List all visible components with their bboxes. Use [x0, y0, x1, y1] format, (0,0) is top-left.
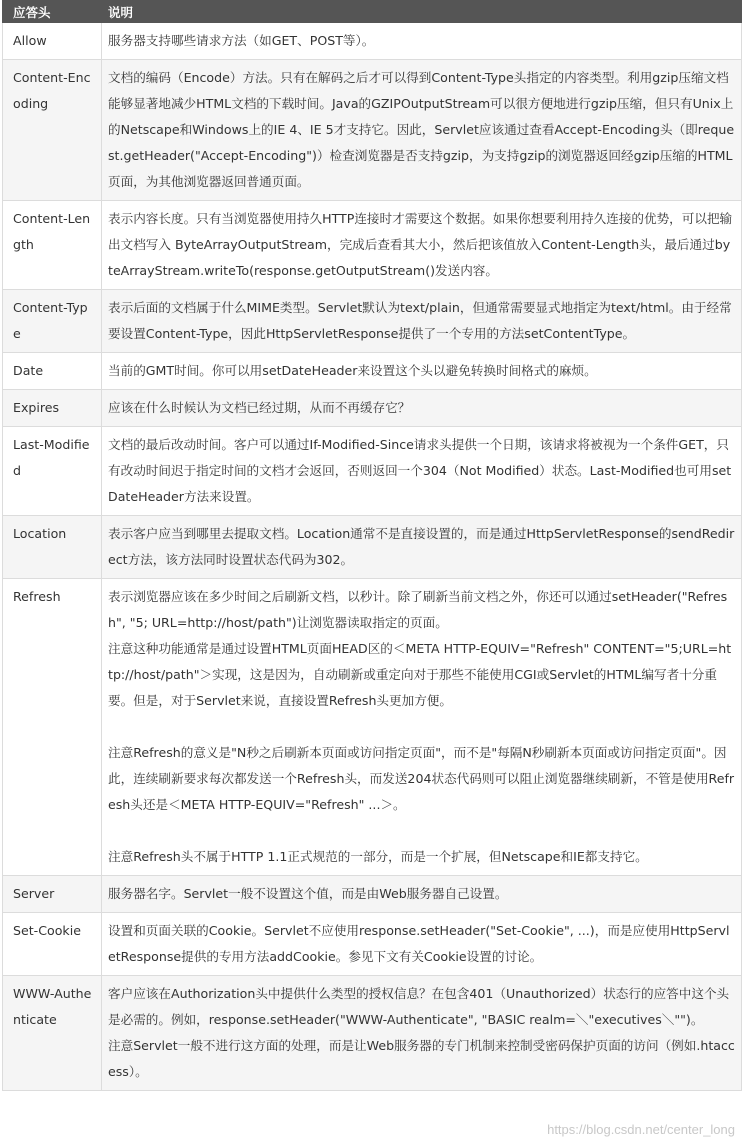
description-cell [102, 427, 742, 516]
description-paragraph: 注意Servlet一般不进行这方面的处理，而是让Web服务器的专门机制来控制受密码保护页面的访问（例如.htaccess）。 [108, 1038, 735, 1079]
description-paragraph: 表示内容长度。只有当浏览器使用持久HTTP连接时才需要这个数据。如果你想要利用持久连接的优势，可以把输出文档写入 ByteArrayOutputStream，完成后查看其大小，然后把该值放入Content-Length头，最后通过byteArrayStream.writeTo(response.getOutputStream()发送内容。 [108, 211, 733, 278]
table-row [3, 201, 742, 290]
table-row [3, 516, 742, 579]
description-paragraph: 服务器支持哪些请求方法（如GET、POST等）。 [108, 33, 375, 48]
description-cell [102, 290, 742, 353]
table-row [3, 60, 742, 201]
watermark: https://blog.csdn.net/center_long [547, 1122, 735, 1137]
header-name-cell: Content-Length [3, 201, 102, 290]
description-cell [102, 353, 742, 390]
description-paragraph: 当前的GMT时间。你可以用setDateHeader来设置这个头以避免转换时间格式的麻烦。 [108, 363, 597, 378]
table-row [3, 579, 742, 876]
header-name-cell: Last-Modified [3, 427, 102, 516]
header-name-cell: Date [3, 353, 102, 390]
header-name-cell: Content-Type [3, 290, 102, 353]
description-paragraph: 应该在什么时候认为文档已经过期，从而不再缓存它？ [108, 400, 411, 415]
header-name-cell: Expires [3, 390, 102, 427]
description-paragraph: 文档的编码（Encode）方法。只有在解码之后才可以得到Content-Type头指定的内容类型。利用gzip压缩文档能够显著地减少HTML文档的下载时间。Java的GZIPOutputStream可以很方便地进行gzip压缩，但只有Unix上的Netscape和Windows上的IE 4、IE 5才支持它。因此，Servlet应该通过查看Accept-Encoding头（即request.getHeader("Accept-Encoding")）检查浏览器是否支持gzip，为支持gzip的浏览器返回经gzip压缩的HTML页面，为其他浏览器返回普通页面。 [108, 70, 735, 189]
header-name-cell: Server [3, 876, 102, 913]
table-row [3, 976, 742, 1091]
header-name-cell: Allow [3, 23, 102, 60]
header-desc: 说明 [102, 1, 742, 23]
table-row [3, 390, 742, 427]
description-paragraph: 服务器名字。Servlet一般不设置这个值，而是由Web服务器自己设置。 [108, 886, 508, 901]
header-name-cell: Set-Cookie [3, 913, 102, 976]
table-header-row [3, 1, 742, 23]
description-paragraph: 客户应该在Authorization头中提供什么类型的授权信息？在包含401（Unauthorized）状态行的应答中这个头是必需的。例如，response.setHeader("WWW-Authenticate", "BASIC realm=＼"executives＼"")。 [108, 986, 730, 1027]
table-row [3, 913, 742, 976]
description-cell [102, 516, 742, 579]
description-cell [102, 201, 742, 290]
description-paragraph: 表示客户应当到哪里去提取文档。Location通常不是直接设置的，而是通过HttpServletResponse的sendRedirect方法，该方法同时设置状态代码为302。 [108, 526, 735, 567]
description-cell [102, 390, 742, 427]
description-cell [102, 976, 742, 1091]
description-paragraph [108, 818, 735, 844]
header-name-cell: Location [3, 516, 102, 579]
description-cell [102, 876, 742, 913]
description-paragraph: 表示浏览器应该在多少时间之后刷新文档，以秒计。除了刷新当前文档之外，你还可以通过setHeader("Refresh", "5; URL=http://host/path")让浏览器读取指定的页面。 [108, 589, 728, 630]
table-row [3, 353, 742, 390]
header-name-cell: Refresh [3, 579, 102, 876]
description-paragraph: 注意Refresh的意义是"N秒之后刷新本页面或访问指定页面"，而不是"每隔N秒刷新本页面或访问指定页面"。因此，连续刷新要求每次都发送一个Refresh头，而发送204状态代码则可以阻止浏览器继续刷新，不管是使用Refresh头还是＜META HTTP-EQUIV="Refresh" ...＞。 [108, 745, 735, 812]
header-name-cell: WWW-Authenticate [3, 976, 102, 1091]
description-cell [102, 23, 742, 60]
header-name-cell: Content-Encoding [3, 60, 102, 201]
response-headers-table [2, 0, 742, 1091]
description-paragraph: 注意这种功能通常是通过设置HTML页面HEAD区的＜META HTTP-EQUIV="Refresh" CONTENT="5;URL=http://host/path"＞实现，这是因为，自动刷新或重定向对于那些不能使用CGI或Servlet的HTML编写者十分重要。但是，对于Servlet来说，直接设置Refresh头更加方便。 [108, 641, 732, 708]
header-key: 应答头 [3, 1, 102, 23]
table-row [3, 876, 742, 913]
description-cell [102, 60, 742, 201]
table-row [3, 427, 742, 516]
description-paragraph: 表示后面的文档属于什么MIME类型。Servlet默认为text/plain，但通常需要显式地指定为text/html。由于经常要设置Content-Type，因此HttpServletResponse提供了一个专用的方法setContentType。 [108, 300, 732, 341]
description-paragraph: 设置和页面关联的Cookie。Servlet不应使用response.setHeader("Set-Cookie", ...)，而是应使用HttpServletResponse提供的专用方法addCookie。参见下文有关Cookie设置的讨论。 [108, 923, 730, 964]
description-paragraph: 注意Refresh头不属于HTTP 1.1正式规范的一部分，而是一个扩展，但Netscape和IE都支持它。 [108, 849, 648, 864]
table-row [3, 290, 742, 353]
table-row [3, 23, 742, 60]
description-paragraph [108, 714, 735, 740]
description-cell [102, 579, 742, 876]
description-paragraph: 文档的最后改动时间。客户可以通过If-Modified-Since请求头提供一个日期，该请求将被视为一个条件GET，只有改动时间迟于指定时间的文档才会返回，否则返回一个304（Not Modified）状态。Last-Modified也可用setDateHeader方法来设置。 [108, 437, 732, 504]
description-cell [102, 913, 742, 976]
